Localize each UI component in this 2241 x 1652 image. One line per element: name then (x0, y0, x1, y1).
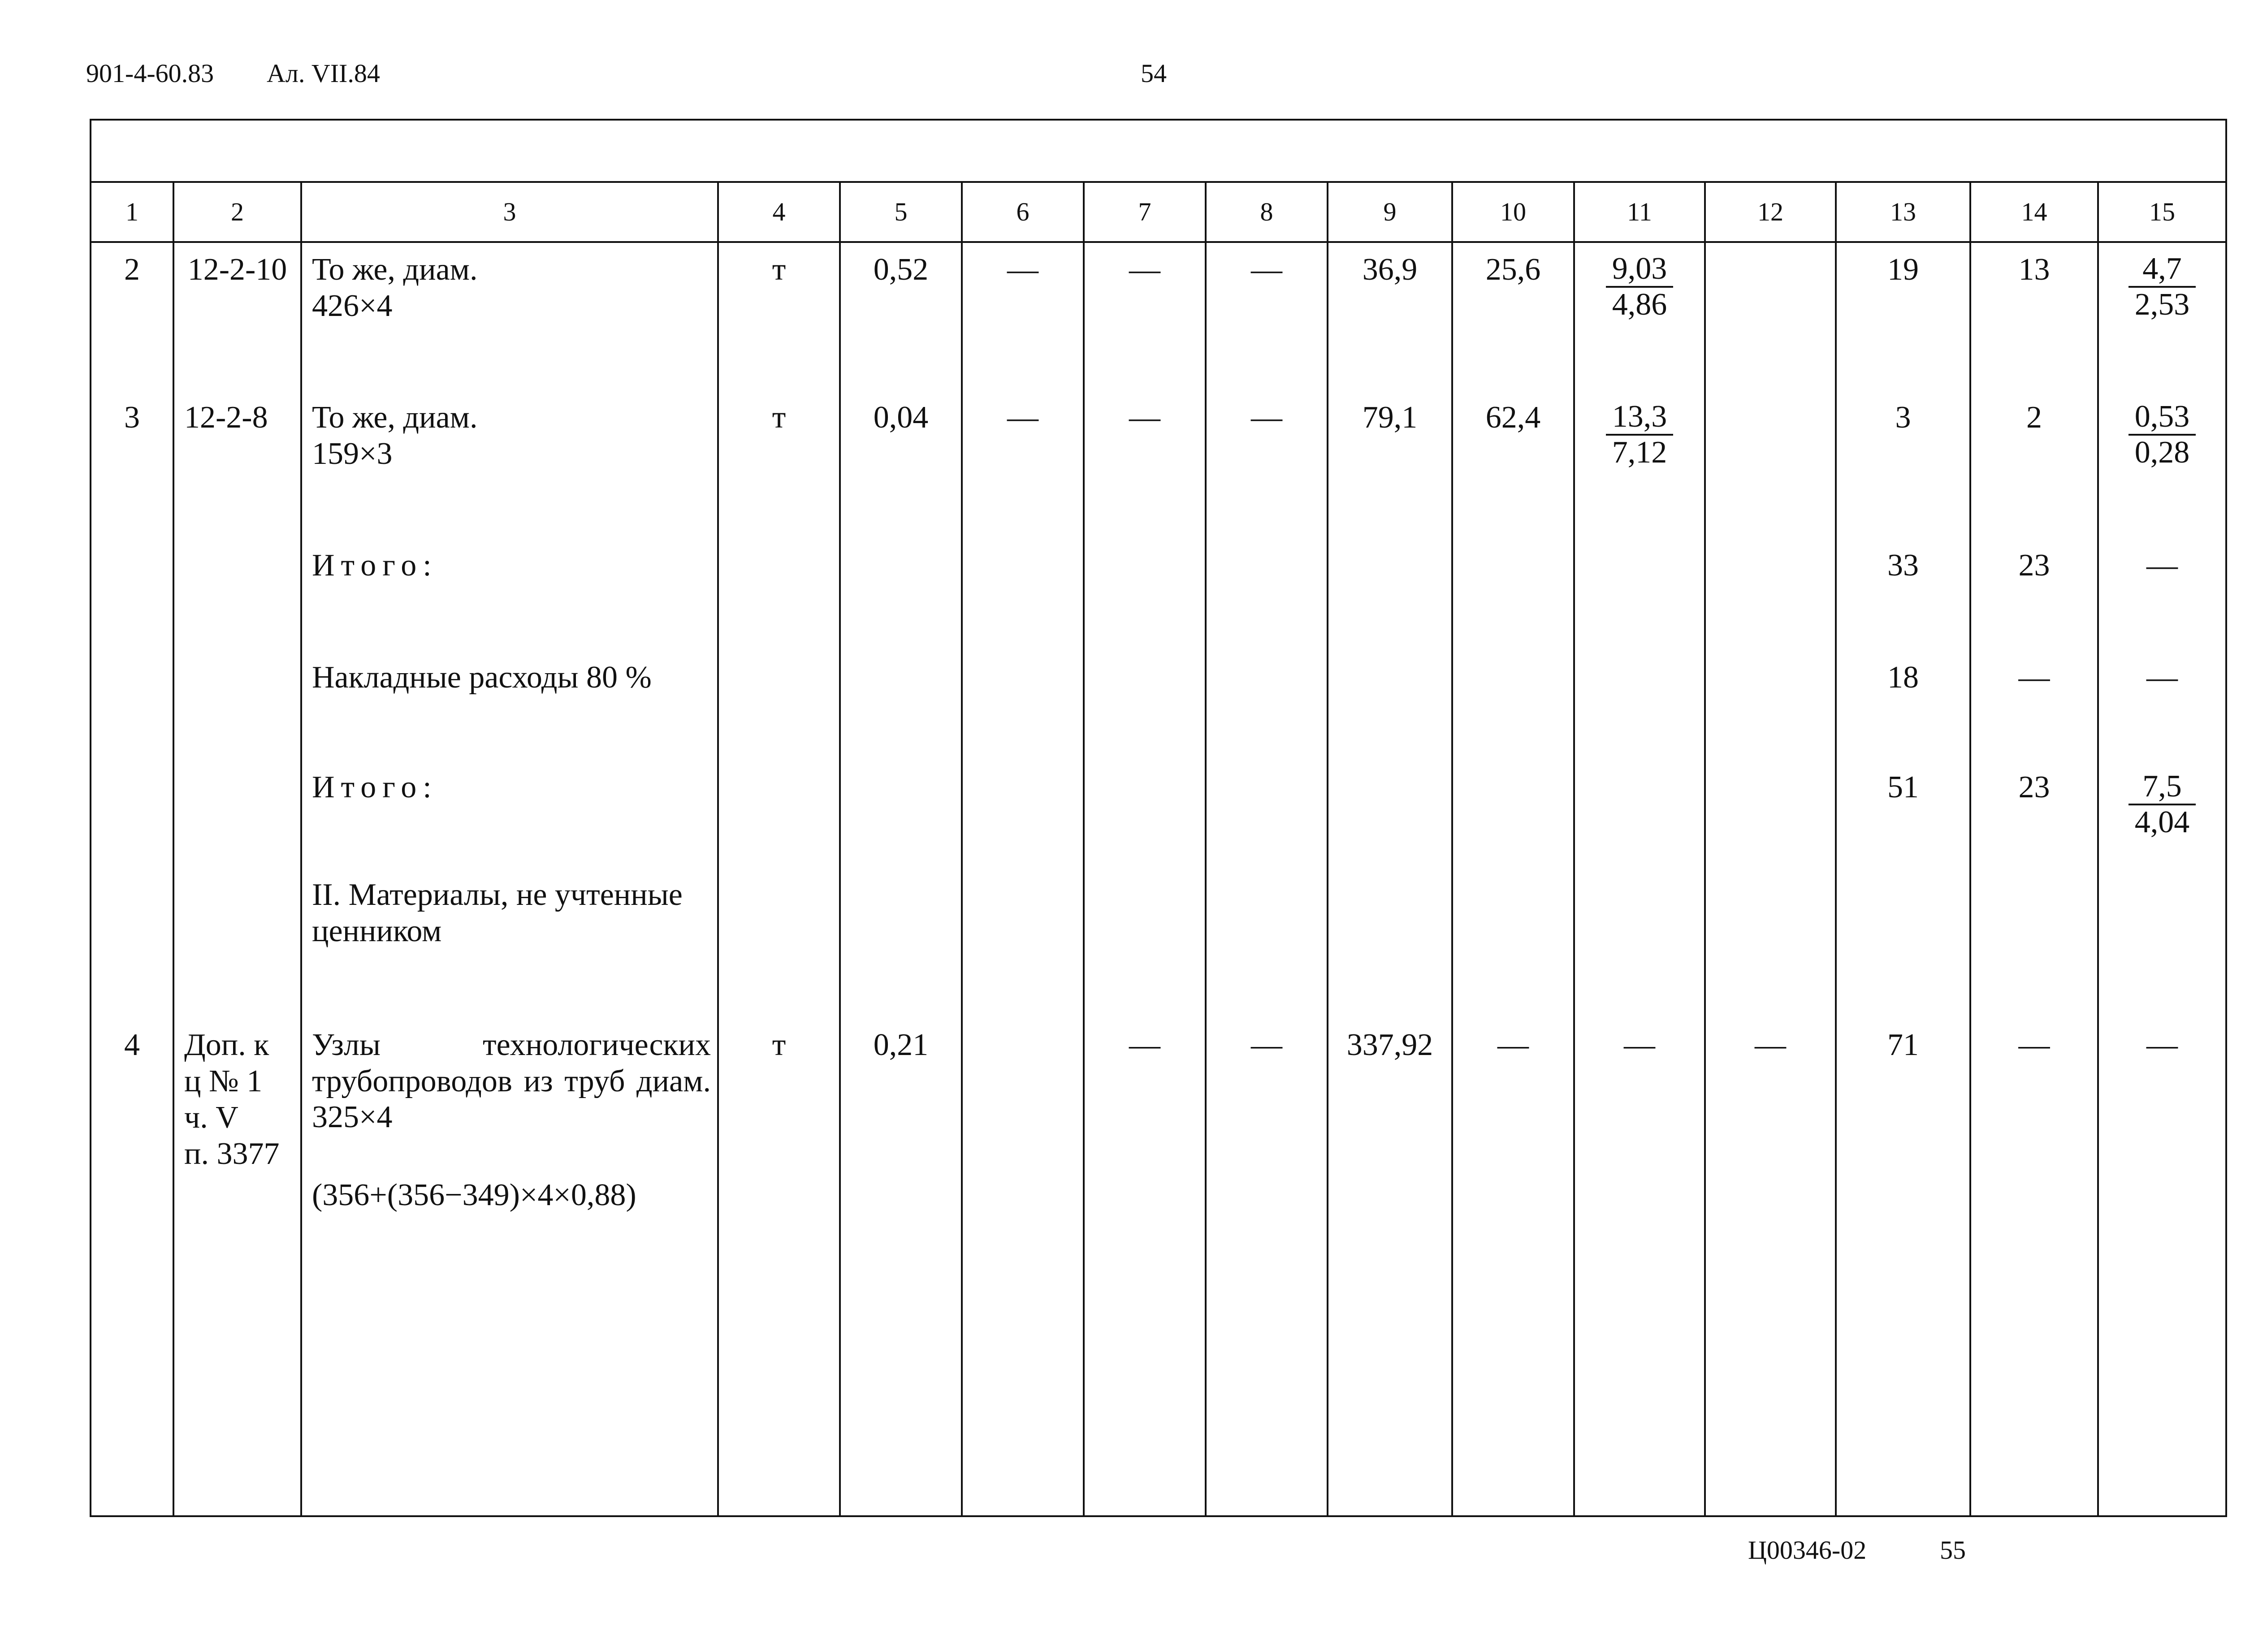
row2-col7: — (1129, 252, 1160, 287)
row4-col7: — (1129, 1028, 1160, 1062)
row2-quantity: 0,52 (873, 252, 929, 287)
subtotal-1-col14: 23 (2018, 548, 2050, 583)
row3-col15-denominator: 0,28 (2134, 435, 2190, 470)
subtotal-2-label: Итого: (312, 770, 438, 804)
overhead-col13: 18 (1887, 660, 1919, 695)
row2-code: 12-2-10 (187, 252, 287, 287)
row4-name: Узлы технологических трубопроводов из труб диам. 325×4 (312, 1028, 711, 1134)
col-number-14: 14 (1970, 182, 2098, 242)
row3-col10: 62,4 (1485, 400, 1541, 435)
row4-col14: — (2018, 1028, 2050, 1062)
row3-name-line-2: 159×3 (312, 437, 393, 471)
col-number-1: 1 (91, 182, 173, 242)
column-13-cell (1836, 242, 1970, 1516)
row2-col13: 19 (1887, 252, 1919, 287)
row3-col15-fraction (2129, 400, 2196, 469)
row2-col11-fraction (1606, 252, 1674, 321)
document-code: 901-4-60.83 (86, 59, 214, 88)
row4-col15: — (2146, 1028, 2178, 1062)
col-number-12: 12 (1705, 182, 1836, 242)
row3-col7: — (1129, 400, 1160, 435)
row3-quantity: 0,04 (873, 400, 929, 435)
column-10-cell (1452, 242, 1574, 1516)
row3-col14: 2 (2026, 400, 2042, 435)
album-number: Ал. VII.84 (267, 59, 380, 88)
col-number-5: 5 (840, 182, 962, 242)
col-number-7: 7 (1084, 182, 1206, 242)
column-9-cell (1328, 242, 1452, 1516)
row2-col14: 13 (2018, 252, 2050, 287)
row4-formula: (356+(356−349)×4×0,88) (312, 1178, 636, 1212)
section-title: II. Материалы, не учтенные ценником (312, 878, 683, 948)
row2-col15 (2099, 252, 2225, 321)
row3-col11-numerator: 13,3 (1606, 400, 1674, 436)
column-15-cell (2098, 242, 2226, 1516)
subtotal-2-col15-fraction (2129, 770, 2196, 839)
subtotal-1-col13: 33 (1887, 548, 1919, 583)
col-number-8: 8 (1206, 182, 1328, 242)
row3-col11 (1575, 400, 1704, 469)
row3-number: 3 (124, 400, 140, 435)
subtotal-2-col14: 23 (2018, 770, 2050, 804)
row2-col6: — (1007, 252, 1038, 287)
row2-col10: 25,6 (1485, 252, 1541, 287)
column-12-cell (1705, 242, 1836, 1516)
row3-col15 (2099, 400, 2225, 469)
row3-name-line-1: То же, диам. (312, 400, 478, 435)
column-6-cell (962, 242, 1084, 1516)
overhead-col14: — (2018, 660, 2050, 695)
row4-col11: — (1624, 1028, 1655, 1062)
column-1-cell (91, 242, 173, 1516)
row3-col11-fraction (1606, 400, 1674, 469)
col-number-9: 9 (1328, 182, 1452, 242)
row2-col15-fraction (2129, 252, 2196, 321)
column-5-cell (840, 242, 962, 1516)
row3-col8: — (1251, 400, 1282, 435)
row3-unit: т (772, 400, 786, 435)
row2-col15-denominator: 2,53 (2134, 287, 2190, 322)
column-8-cell (1206, 242, 1328, 1516)
subtotal-2-col15 (2099, 770, 2225, 839)
column-4-cell (718, 242, 840, 1516)
footer-page-number: 55 (1940, 1535, 1966, 1565)
row4-col13: 71 (1887, 1028, 1919, 1062)
row2-col11-denominator: 4,86 (1612, 287, 1667, 322)
row4-unit: т (772, 1028, 786, 1062)
subtotal-2-col13: 51 (1887, 770, 1919, 804)
table-title-cell (91, 120, 2226, 182)
row2-name-line-2: 426×4 (312, 289, 393, 323)
footer-code: Ц00346-02 (1748, 1535, 1867, 1565)
row4-code-line-2: ц № 1 (184, 1064, 263, 1098)
row4-col9: 337,92 (1346, 1028, 1433, 1062)
row4-quantity: 0,21 (873, 1028, 929, 1062)
col-number-13: 13 (1836, 182, 1970, 242)
col-number-6: 6 (962, 182, 1084, 242)
row2-col11-numerator: 9,03 (1606, 252, 1674, 288)
row2-name-line-1: То же, диам. (312, 252, 478, 287)
row3-col13: 3 (1895, 400, 1911, 435)
row3-col6: — (1007, 400, 1038, 435)
col-number-11: 11 (1574, 182, 1705, 242)
row4-code-line-3: ч. V (184, 1100, 238, 1135)
row4-number: 4 (124, 1028, 140, 1062)
col-number-4: 4 (718, 182, 840, 242)
row2-number: 2 (124, 252, 140, 287)
col-number-3: 3 (301, 182, 718, 242)
subtotal-2-col15-numerator: 7,5 (2129, 770, 2196, 805)
col-number-10: 10 (1452, 182, 1574, 242)
overhead-label: Накладные расходы 80 % (312, 660, 652, 695)
row4-code-line-4: п. 3377 (184, 1137, 280, 1171)
row3-code: 12-2-8 (184, 400, 268, 435)
row2-unit: т (772, 252, 786, 287)
subtotal-1-col15: — (2146, 548, 2178, 583)
row2-col8: — (1251, 252, 1282, 287)
column-7-cell (1084, 242, 1206, 1516)
row3-col15-numerator: 0,53 (2129, 400, 2196, 436)
subtotal-2-col15-denominator: 4,04 (2134, 804, 2190, 839)
row2-col9: 36,9 (1362, 252, 1418, 287)
row3-col9: 79,1 (1362, 400, 1418, 435)
column-2-cell (173, 242, 301, 1516)
row2-col11 (1575, 252, 1704, 321)
col-number-15: 15 (2098, 182, 2226, 242)
subtotal-1-label: Итого: (312, 548, 438, 583)
row4-col12: — (1755, 1028, 1786, 1062)
table-title-row (91, 120, 2226, 182)
row4-col8: — (1251, 1028, 1282, 1062)
overhead-col15: — (2146, 660, 2178, 695)
column-11-cell (1574, 242, 1705, 1516)
table-body-row (91, 242, 2226, 1516)
column-14-cell (1970, 242, 2098, 1516)
row4-code-line-1: Доп. к (184, 1028, 269, 1062)
estimate-table (90, 119, 2227, 1517)
col-number-2: 2 (173, 182, 301, 242)
row2-col15-numerator: 4,7 (2129, 252, 2196, 288)
row4-col10: — (1497, 1028, 1529, 1062)
column-number-row (91, 182, 2226, 242)
row3-col11-denominator: 7,12 (1612, 435, 1667, 470)
column-3-cell (301, 242, 718, 1516)
page-number: 54 (1141, 59, 1167, 88)
